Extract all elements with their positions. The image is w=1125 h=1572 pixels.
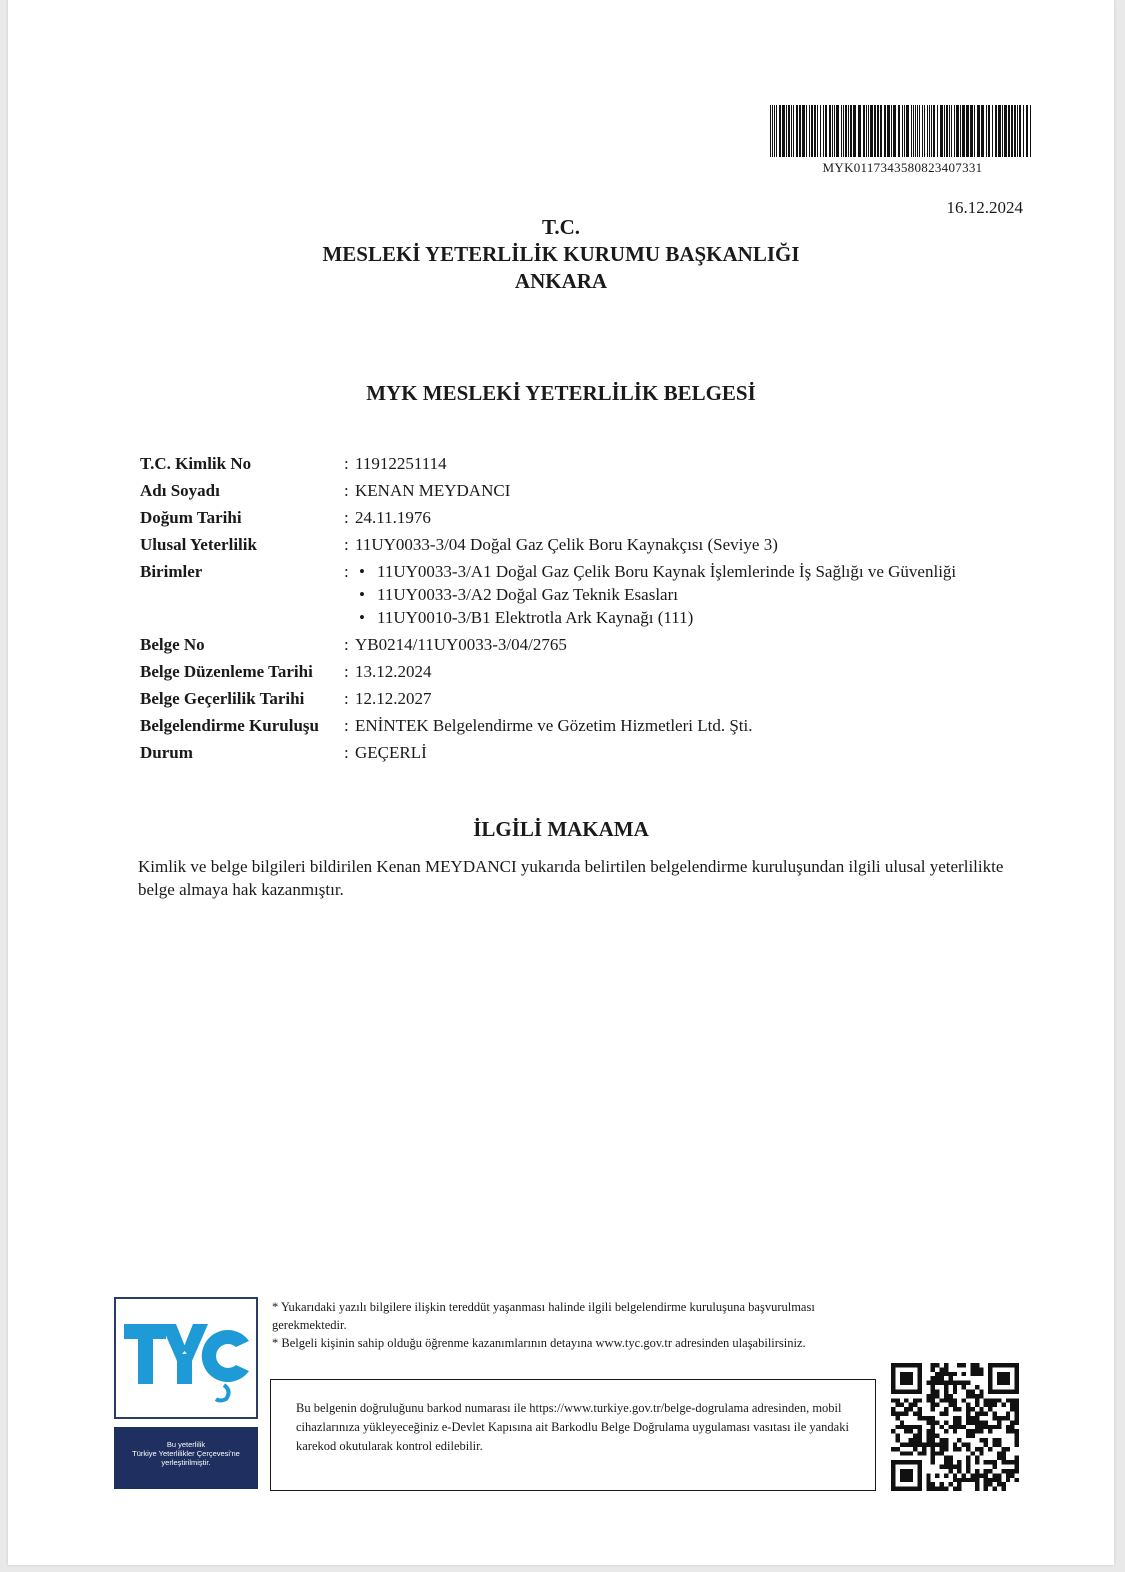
field-colon: : [344,689,349,708]
verification-text: Bu belgenin doğruluğunu barkod numarası ile https://www.turkiye.gov.tr/belge-dogrulama adresinden, mobil cihazlarınıza yükleyeceğiniz e-Devlet Kapısına ait Barkodlu Belge Doğrulama uygulaması vasıtası ile yandaki karekod okutularak kontrol edilebilir. [296,1401,849,1453]
field-label: Belge No [140,635,205,654]
field-colon: : [344,535,349,554]
verification-box [270,1379,876,1491]
field-value-certno: YB0214/11UY0033-3/04/2765 [355,635,567,654]
header-line-tc: T.C. [541,215,581,239]
field-row-birth [140,504,1040,531]
field-value-tc: 11912251114 [355,454,447,473]
units-list [355,560,1040,629]
field-colon: : [344,743,349,762]
field-label: Durum [140,743,193,762]
header-line-city: ANKARA [514,269,608,293]
field-row-name [140,477,1040,504]
field-colon: : [344,454,349,473]
field-label: Belge Düzenleme Tarihi [140,662,313,681]
field-row-certno [140,631,1040,658]
tyc-logo-icon [116,1299,256,1417]
list-item: • 11UY0033-3/A2 Doğal Gaz Teknik Esasları [355,583,1040,606]
field-value-issue-date: 13.12.2024 [355,662,432,681]
field-row-tc [140,450,1040,477]
document-title: MYK MESLEKİ YETERLİLİK BELGESİ [366,381,756,405]
field-label: Adı Soyadı [140,481,220,500]
field-row-qualification [140,531,1040,558]
barcode-number: MYK0117343580823407331 [822,160,983,175]
field-value-cert-body: ENİNTEK Belgelendirme ve Gözetim Hizmetleri Ltd. Şti. [355,716,753,735]
field-value-valid-date: 12.12.2027 [355,689,432,708]
footnote-1: * Yukarıdaki yazılı bilgilere ilişkin tereddüt yaşanması halinde ilgili belgelendirme kuruluşuna başvurulması gerekmektedir. [272,1300,815,1332]
field-row-cert-body [140,712,1040,739]
document-page [8,0,1114,1565]
field-colon: : [344,662,349,681]
field-row-status [140,739,1040,766]
field-colon: : [344,508,349,527]
field-label: Ulusal Yeterlilik [140,535,257,554]
field-value-name: KENAN MEYDANCI [355,481,511,500]
header-line-institution: MESLEKİ YETERLİLİK KURUMU BAŞKANLIĞI [322,242,800,266]
qr-code-icon [891,1363,1019,1491]
certificate-fields [140,450,1040,766]
tyc-caption [114,1427,258,1489]
field-value-qualification: 11UY0033-3/04 Doğal Gaz Çelik Boru Kaynakçısı (Seviye 3) [355,535,778,554]
field-label: Doğum Tarihi [140,508,242,527]
footnotes [272,1298,862,1352]
field-row-valid-date [140,685,1040,712]
section-title: İLGİLİ MAKAMA [473,817,649,841]
caption-line: yerleştirilmiştir. [161,1458,211,1467]
field-colon: : [344,562,349,581]
barcode-icon [770,105,1035,157]
list-item: • 11UY0010-3/B1 Elektrotla Ark Kaynağı (111) [355,606,1040,629]
field-label: Belgelendirme Kuruluşu [140,716,319,735]
caption-line: Bu yeterlilik [166,1440,206,1449]
field-colon: : [344,481,349,500]
field-colon: : [344,635,349,654]
field-value-status: GEÇERLİ [355,743,427,762]
caption-line: Türkiye Yeterlilikler Çerçevesi'ne [132,1449,240,1458]
issuer-header [8,214,1114,295]
field-label: Belge Geçerlilik Tarihi [140,689,305,708]
document-date: 16.12.2024 [946,198,1023,217]
tyc-logo [114,1297,258,1419]
field-value-birth: 24.11.1976 [355,508,431,527]
logo-text: TYÇ [186,1411,188,1412]
field-row-issue-date [140,658,1040,685]
field-label: Birimler [140,562,203,581]
section-body: Kimlik ve belge bilgileri bildirilen Kenan MEYDANCI yukarıda belirtilen belgelendirme kuruluşundan ilgili ulusal yeterlilikte belge almaya hak kazanmıştır. [138,857,1004,899]
footnote-2: * Belgeli kişinin sahip olduğu öğrenme kazanımlarının detayına www.tyc.gov.tr adresinden ulaşabilirsiniz. [272,1336,806,1350]
field-row-units [140,558,1040,631]
list-item: • 11UY0033-3/A1 Doğal Gaz Çelik Boru Kaynak İşlemlerinde İş Sağlığı ve Güvenliği [355,560,1040,583]
field-colon: : [344,716,349,735]
field-label: T.C. Kimlik No [140,454,252,473]
